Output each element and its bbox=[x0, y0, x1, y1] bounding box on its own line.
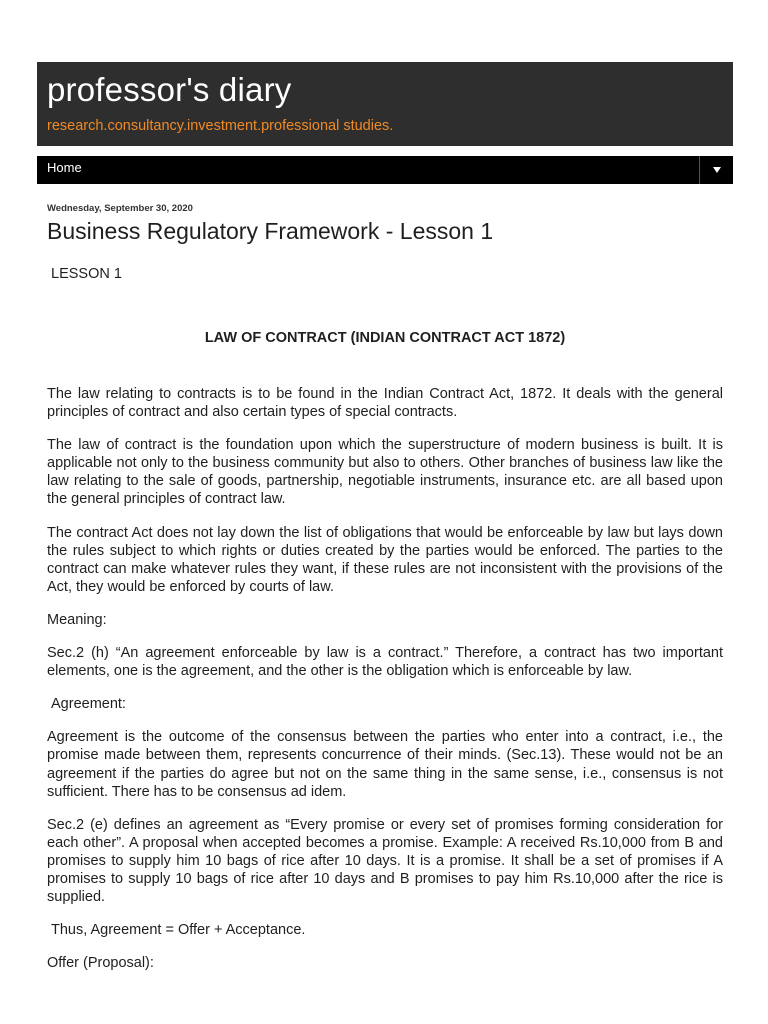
blog-post bbox=[47, 200, 723, 972]
blog-title[interactable]: professor's diary bbox=[47, 71, 292, 108]
nav-menu-toggle-button[interactable] bbox=[699, 156, 733, 184]
blog-header bbox=[37, 62, 733, 146]
post-body bbox=[47, 385, 723, 972]
post-date: Wednesday, September 30, 2020 bbox=[47, 203, 193, 214]
nav-home-link[interactable]: Home bbox=[47, 160, 82, 175]
post-subheading-agreement: Agreement: bbox=[51, 696, 126, 713]
post-title: Business Regulatory Framework - Lesson 1 bbox=[47, 218, 494, 244]
lesson-label: LESSON 1 bbox=[51, 266, 122, 282]
post-subheading-meaning: Meaning: bbox=[47, 611, 107, 628]
post-paragraph: Thus, Agreement = Offer + Acceptance. bbox=[51, 922, 306, 939]
post-subheading-offer: Offer (Proposal): bbox=[47, 955, 154, 972]
post-paragraph: The contract Act does not lay down the list of obligations that would be enforceable by law but lays down the rules subject to which rights or duties created by the parties would be enforced. The parties to the contract can make whatever rules they want, if these rules are not inconsistent with the provisions of the Act, they would be enforced by courts of law. bbox=[47, 524, 723, 595]
dropdown-arrow-icon bbox=[712, 166, 722, 174]
nav-bar bbox=[37, 156, 733, 184]
post-paragraph: The law of contract is the foundation upon which the superstructure of modern business is built. It is applicable not only to the business community but also to others. Other branches of business law like the law relating to the sale of goods, partnership, negotiable instruments, insurance etc. are all based upon the general principles of contract law. bbox=[47, 437, 723, 508]
section-heading: LAW OF CONTRACT (INDIAN CONTRACT ACT 1872) bbox=[204, 330, 566, 346]
post-paragraph: Sec.2 (e) defines an agreement as “Every promise or every set of promises forming consideration for each other”. A proposal when accepted becomes a promise. Example: A received Rs.10,000 from B and promises to supply him 10 bags of rice after 10 days. It is a promise. It shall be a set of promises if A promises to supply 10 bags of rice after 10 days and B promises to pay him Rs.10,000 after the rice is supplied. bbox=[47, 816, 723, 906]
post-paragraph: The law relating to contracts is to be found in the Indian Contract Act, 1872. It deals with the general principles of contract and also certain types of special contracts. bbox=[47, 386, 723, 421]
post-paragraph: Agreement is the outcome of the consensus between the parties who enter into a contract, i.e., the promise made between them, represents concurrence of their minds. (Sec.13). These would not be an agreement if the parties do agree but not on the same thing in the same sense, i.e., consensus is not sufficient. There has to be consensus ad idem. bbox=[47, 729, 723, 800]
blog-description: research.consultancy.investment.professional studies. bbox=[47, 118, 394, 134]
post-paragraph: Sec.2 (h) “An agreement enforceable by law is a contract.” Therefore, a contract has two important elements, one is the agreement, and the other is the obligation which is enforceable by law. bbox=[47, 645, 723, 680]
